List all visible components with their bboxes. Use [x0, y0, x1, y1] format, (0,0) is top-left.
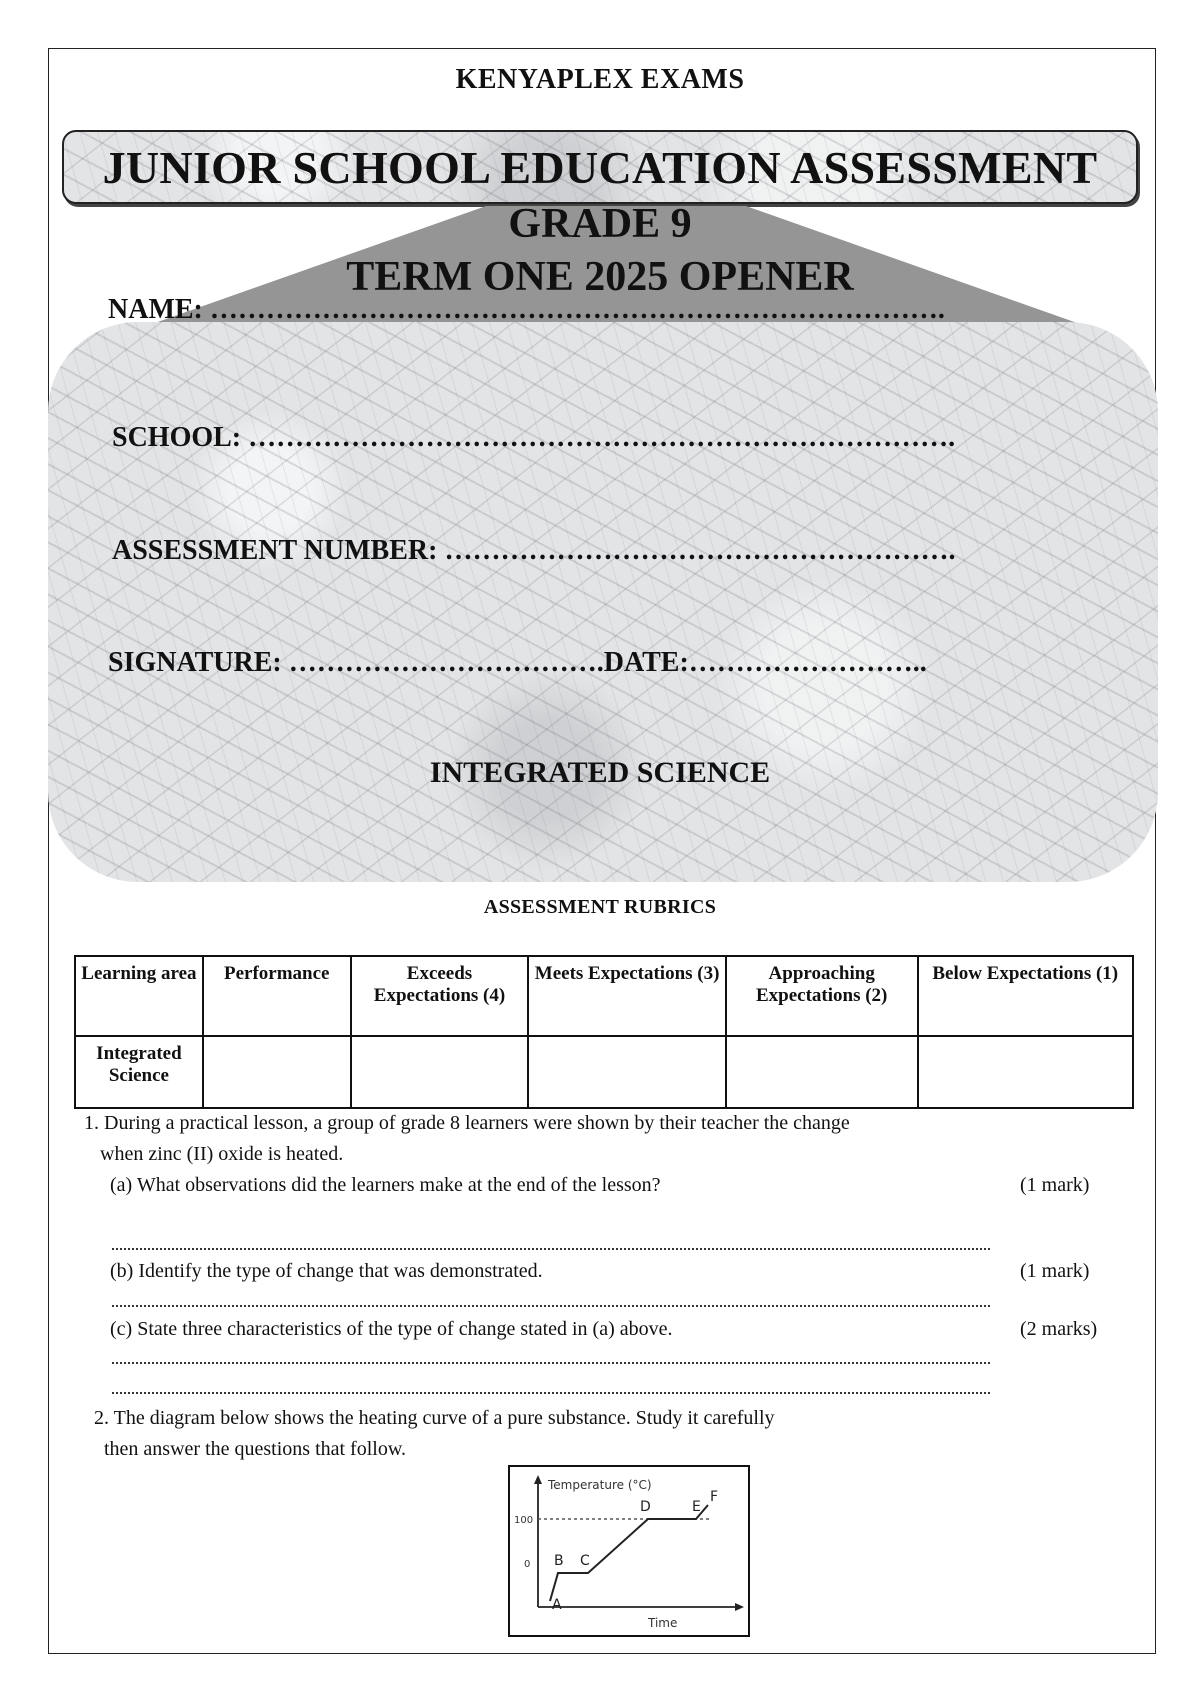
rubric-header-row [75, 956, 1133, 1036]
rubric-row-label: Integrated Science [75, 1036, 203, 1108]
school-field[interactable] [112, 422, 955, 454]
question-1b: (b) Identify the type of change that was demonstrated. [110, 1260, 543, 1282]
question-1a-marks: (1 mark) [1020, 1174, 1090, 1196]
question-2-stem-continued: then answer the questions that follow. [104, 1438, 406, 1460]
subject-title: INTEGRATED SCIENCE [429, 756, 771, 789]
question-2-stem: 2. The diagram below shows the heating curve of a pure substance. Study it carefully [94, 1407, 775, 1429]
school-dots: …………………………………………………………………. [248, 422, 956, 453]
answer-line-1c-2[interactable] [112, 1392, 990, 1394]
rubric-col-performance: Performance [203, 956, 351, 1036]
signature-date-field[interactable] [108, 647, 927, 679]
question-1a: (a) What observations did the learners make at the end of the lesson? [110, 1174, 661, 1196]
question-1c: (c) State three characteristics of the type of change stated in (a) above. [110, 1318, 673, 1340]
term-heading: TERM ONE 2025 OPENER [346, 254, 854, 300]
assessment-number-field[interactable] [112, 535, 955, 567]
rubric-cell-below[interactable] [918, 1036, 1134, 1108]
assessment-number-dots: ………………………………………………. [444, 535, 956, 566]
name-field[interactable] [108, 294, 945, 326]
rubric-cell-approaching[interactable] [726, 1036, 918, 1108]
answer-line-1b[interactable] [112, 1305, 990, 1307]
point-label-d: D [640, 1499, 651, 1515]
candidate-info-panel [48, 322, 1158, 882]
question-1-stem-continued: when zinc (II) oxide is heated. [100, 1143, 344, 1165]
signature-label: SIGNATURE: [108, 647, 289, 678]
heating-curve-svg [510, 1467, 748, 1635]
question-1b-marks: (1 mark) [1020, 1260, 1090, 1282]
rubric-col-learning-area: Learning area [75, 956, 203, 1036]
x-axis-arrow [735, 1603, 744, 1611]
school-label: SCHOOL: [112, 422, 249, 453]
point-label-a: A [552, 1597, 562, 1613]
heating-curve-diagram [508, 1465, 750, 1637]
tick-label-100: 100 [514, 1515, 534, 1526]
rubric-cell-exceeds[interactable] [351, 1036, 529, 1108]
rubric-table [74, 955, 1134, 1109]
answer-line-1a[interactable] [112, 1248, 990, 1250]
rubric-col-meets: Meets Expectations (3) [528, 956, 726, 1036]
rubric-cell-performance[interactable] [203, 1036, 351, 1108]
name-dots: ……………………………………………………………………. [209, 294, 945, 325]
date-dots: …………………….. [688, 647, 927, 678]
date-label: DATE: [603, 647, 689, 678]
exam-brand: KENYAPLEX EXAMS [455, 64, 745, 95]
x-axis-label: Time [648, 1616, 678, 1630]
y-axis-label: Temperature (°C) [548, 1478, 652, 1492]
grade-heading: GRADE 9 [508, 201, 692, 247]
point-label-e: E [692, 1499, 701, 1515]
rubric-row-integrated-science [75, 1036, 1133, 1108]
name-label: NAME: [108, 294, 210, 325]
y-axis-arrow [534, 1475, 542, 1484]
question-1c-marks: (2 marks) [1020, 1318, 1098, 1340]
point-label-f: F [710, 1489, 719, 1505]
point-label-b: B [554, 1553, 564, 1569]
rubric-col-below: Below Expectations (1) [918, 956, 1134, 1036]
rubric-cell-meets[interactable] [528, 1036, 726, 1108]
rubric-col-exceeds: Exceeds Expectations (4) [351, 956, 529, 1036]
assessment-title: JUNIOR SCHOOL EDUCATION ASSESSMENT [102, 141, 1098, 193]
rubric-col-approaching: Approaching Expectations (2) [726, 956, 918, 1036]
answer-line-1c-1[interactable] [112, 1362, 990, 1364]
rubrics-heading: ASSESSMENT RUBRICS [483, 896, 717, 918]
question-1-stem: 1. During a practical lesson, a group of grade 8 learners were shown by their teacher the change [84, 1112, 850, 1134]
signature-dots: ……………………………. [288, 647, 604, 678]
assessment-number-label: ASSESSMENT NUMBER: [112, 535, 445, 566]
point-label-c: C [580, 1553, 590, 1569]
title-banner [62, 130, 1138, 204]
tick-label-0: 0 [524, 1559, 531, 1570]
